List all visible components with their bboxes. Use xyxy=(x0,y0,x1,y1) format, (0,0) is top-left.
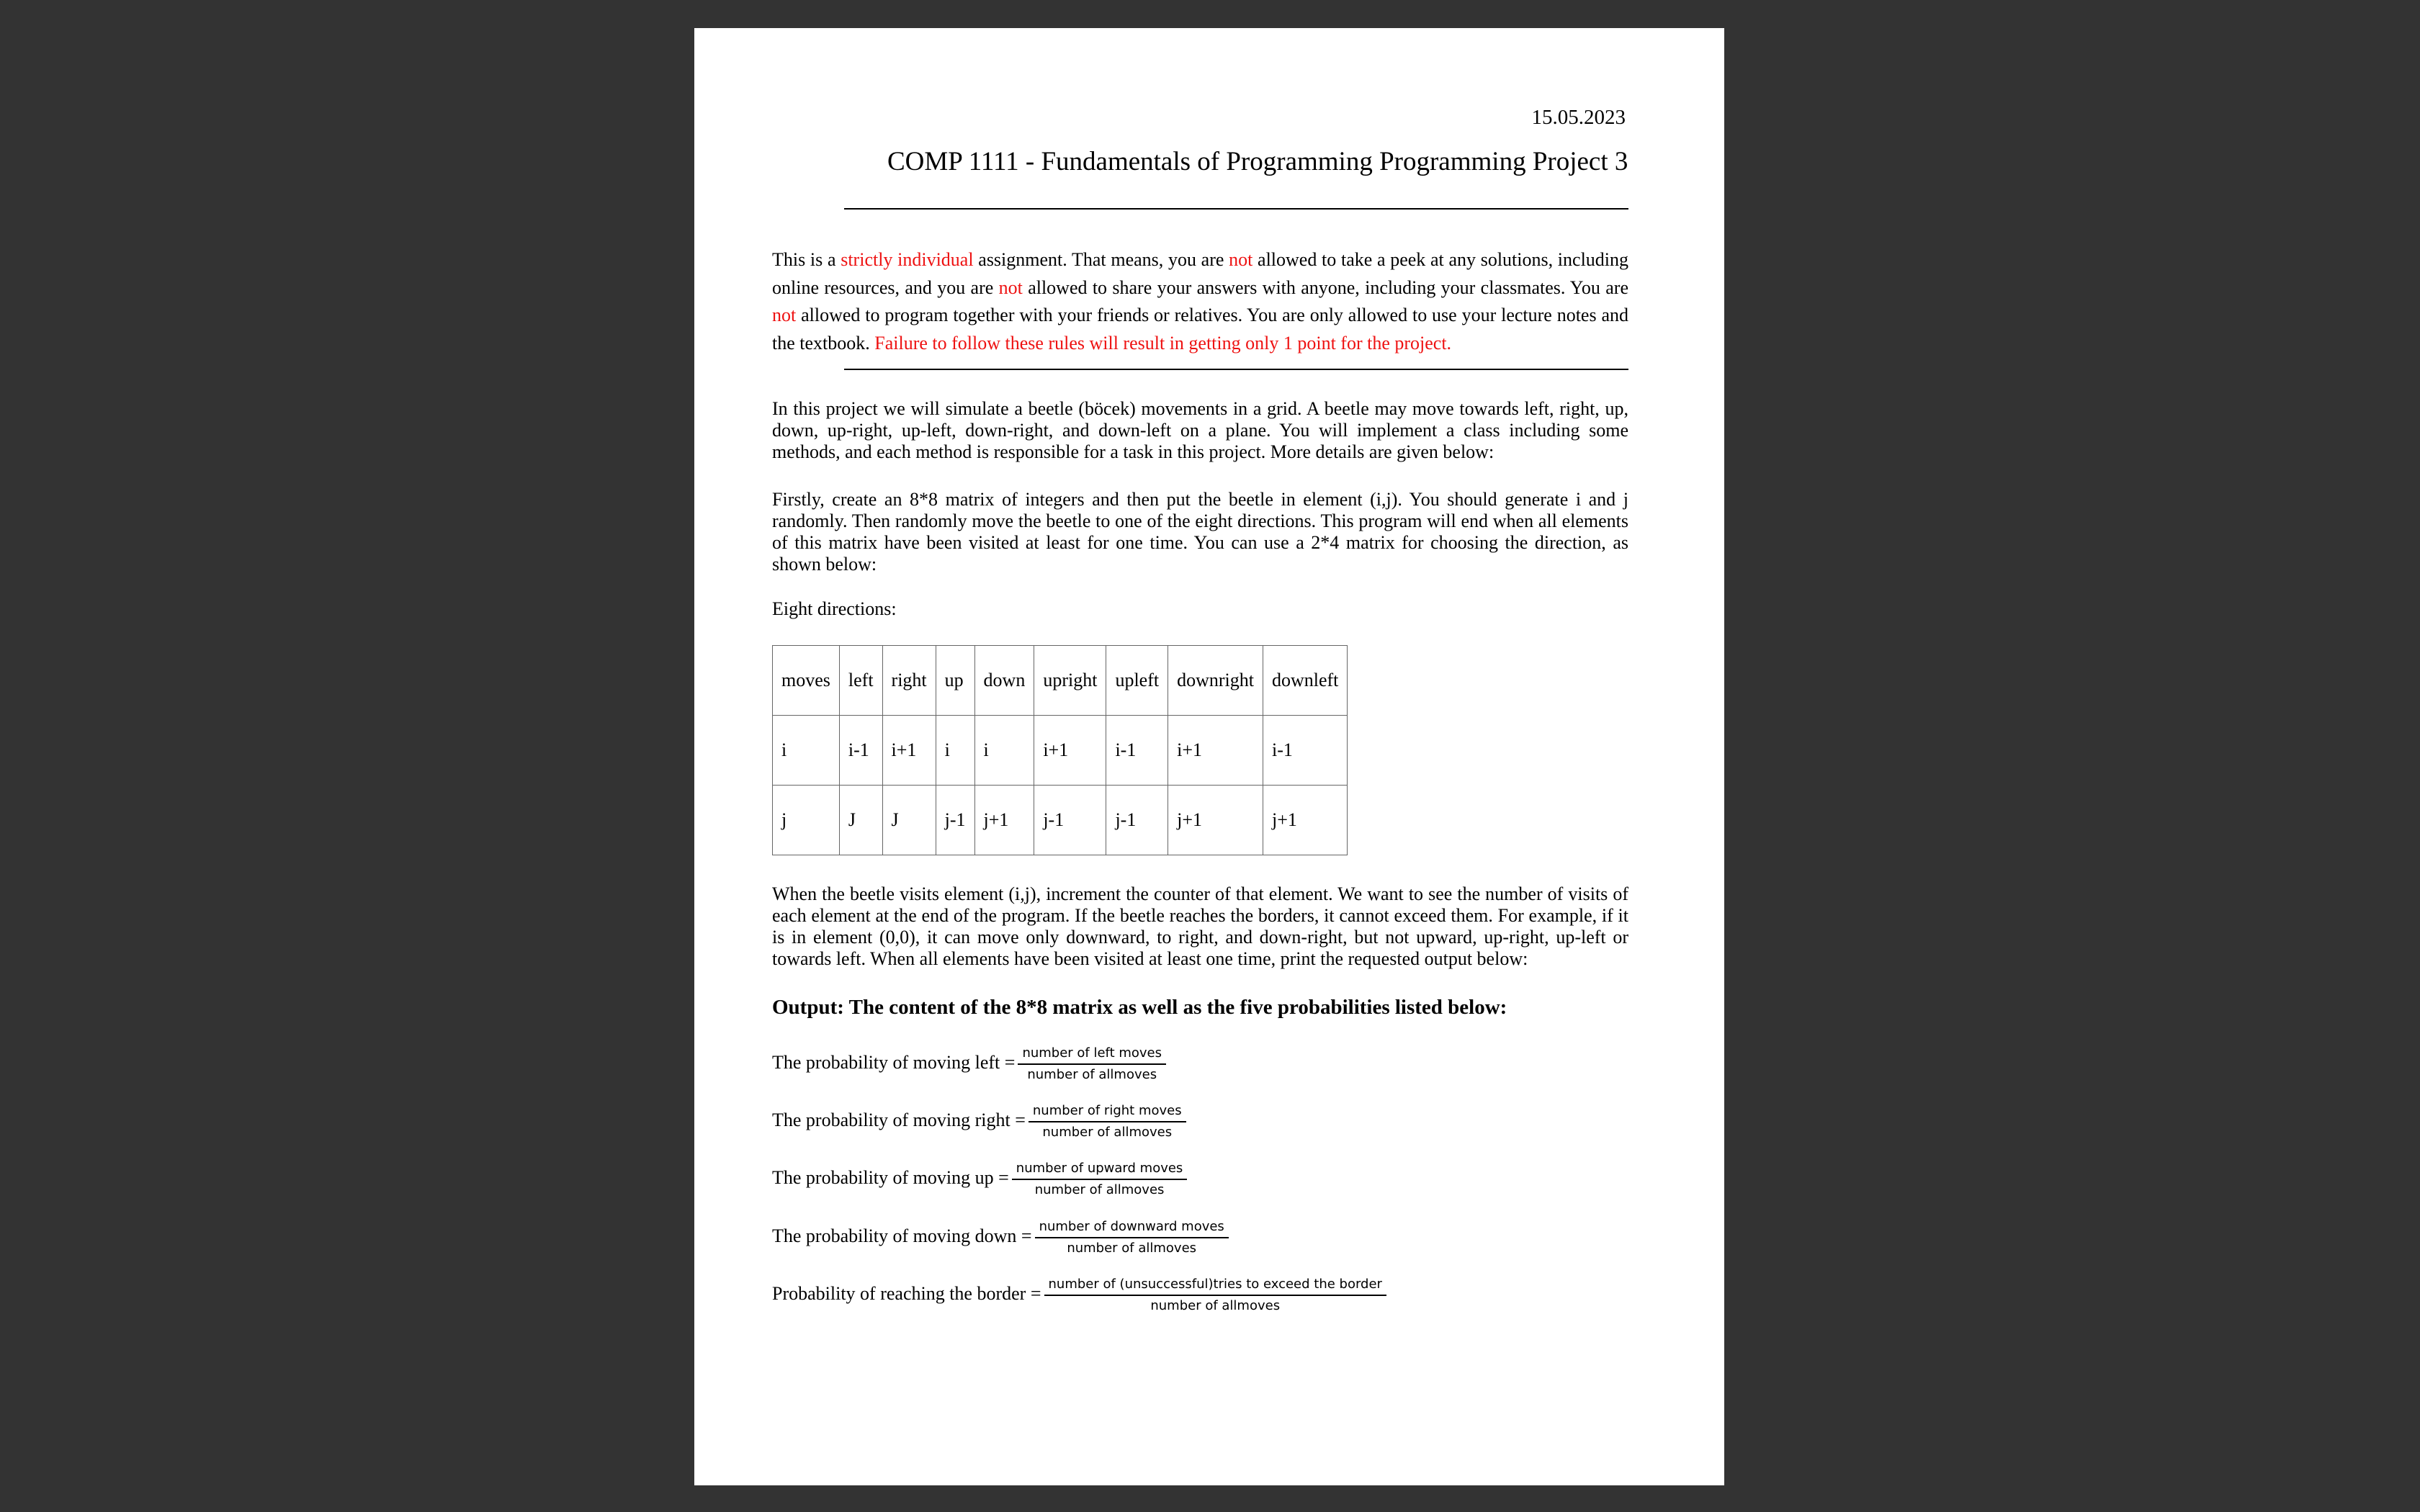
emphasis-text: strictly individual xyxy=(841,249,974,270)
table-cell: j-1 xyxy=(1106,786,1168,855)
document-title: COMP 1111 - Fundamentals of Programming Programming Project 3 xyxy=(887,147,1628,176)
formula-down xyxy=(772,1217,1229,1256)
formula-label: The probability of moving down = xyxy=(772,1225,1032,1246)
top-divider xyxy=(844,208,1628,210)
rules-warning-paragraph xyxy=(772,246,1628,357)
table-cell: i+1 xyxy=(882,716,936,786)
formula-label: Probability of reaching the border = xyxy=(772,1283,1041,1304)
table-cell: j+1 xyxy=(1168,786,1263,855)
warning-text: allowed to take a peek at any solutions, including online resources, and you are xyxy=(772,249,1629,298)
fraction-numerator: number of (unsuccessful)tries to exceed the border xyxy=(1044,1276,1386,1296)
emphasis-text: not xyxy=(772,305,797,325)
table-cell: downright xyxy=(1168,646,1263,716)
table-cell: upleft xyxy=(1106,646,1168,716)
formula-label: The probability of moving up = xyxy=(772,1167,1009,1188)
fraction-denominator: number of allmoves xyxy=(1067,1241,1197,1256)
emphasis-text: not xyxy=(998,276,1023,298)
formula-left xyxy=(772,1043,1166,1082)
table-cell: j+1 xyxy=(1263,786,1347,855)
fraction-numerator: number of upward moves xyxy=(1012,1160,1188,1180)
formula-label: The probability of moving right = xyxy=(772,1110,1026,1130)
directions-table xyxy=(772,645,1348,855)
table-cell: upright xyxy=(1034,646,1106,716)
table-cell: i xyxy=(936,716,974,786)
table-cell: right xyxy=(882,646,936,716)
table-cell: i xyxy=(773,716,840,786)
instructions-paragraph: Firstly, create an 8*8 matrix of integers and then put the beetle in element (i,j). You should generate i and j randomly. Then randomly move the beetle to one of the eight directions. This program will end when all elements of this matrix have been visited at least for one time. You can use a 2*4 matrix for choosing the direction, as shown below: xyxy=(772,489,1628,575)
warning-text: allowed to share your answers with anyone, including your classmates. You are xyxy=(1022,276,1628,298)
emphasis-text: not xyxy=(1229,249,1253,270)
table-row xyxy=(773,646,1348,716)
table-cell: moves xyxy=(773,646,840,716)
formula-fraction xyxy=(1028,1102,1186,1141)
table-cell: j xyxy=(773,786,840,855)
table-cell: j+1 xyxy=(974,786,1034,855)
emphasis-text: Failure to follow these rules will result in getting only 1 point for the project. xyxy=(874,332,1452,354)
intro-paragraph: In this project we will simulate a beetle (böcek) movements in a grid. A beetle may move towards left, right, up, down, up-right, up-left, down-right, and down-left on a plane. You will implement a class including some methods, and each method is responsible for a task in this project. More details are given below: xyxy=(772,398,1628,462)
formula-fraction xyxy=(1035,1218,1229,1257)
formula-label: The probability of moving left = xyxy=(772,1052,1016,1073)
warning-text: allowed to program together with your friends or relatives. You are only allowed to use your lecture notes and the textbook. xyxy=(772,305,1628,354)
fraction-denominator: number of allmoves xyxy=(1027,1067,1157,1082)
formula-fraction xyxy=(1012,1160,1188,1199)
formula-fraction xyxy=(1018,1045,1166,1084)
formula-up xyxy=(772,1158,1187,1197)
table-cell: J xyxy=(882,786,936,855)
formula-border xyxy=(772,1274,1386,1313)
directions-label: Eight directions: xyxy=(772,598,897,619)
table-cell: i+1 xyxy=(1168,716,1263,786)
fraction-numerator: number of downward moves xyxy=(1035,1218,1229,1238)
warning-text: This is a xyxy=(772,249,841,270)
fraction-denominator: number of allmoves xyxy=(1150,1298,1281,1313)
table-row xyxy=(773,716,1348,786)
fraction-denominator: number of allmoves xyxy=(1042,1125,1173,1140)
table-cell: J xyxy=(839,786,882,855)
table-cell: downleft xyxy=(1263,646,1347,716)
table-row xyxy=(773,786,1348,855)
table-cell: i+1 xyxy=(1034,716,1106,786)
table-cell: i-1 xyxy=(1106,716,1168,786)
document-page xyxy=(694,28,1724,1485)
visits-paragraph: When the beetle visits element (i,j), increment the counter of that element. We want to see the number of visits of each element at the end of the program. If the beetle reaches the borders, it cannot exceed them. For example, if it is in element (0,0), it can move only downward, to right, and down-right, but not upward, up-right, up-left or towards left. When all elements have been visited at least one time, print the requested output below: xyxy=(772,883,1628,969)
table-cell: j-1 xyxy=(1034,786,1106,855)
table-cell: down xyxy=(974,646,1034,716)
table-cell: i-1 xyxy=(839,716,882,786)
formula-fraction xyxy=(1044,1276,1386,1315)
fraction-denominator: number of allmoves xyxy=(1034,1182,1165,1197)
table-cell: i-1 xyxy=(1263,716,1347,786)
warning-text: assignment. That means, you are xyxy=(973,249,1229,270)
table-cell: j-1 xyxy=(936,786,974,855)
table-cell: up xyxy=(936,646,974,716)
bottom-divider xyxy=(844,369,1628,370)
fraction-numerator: number of right moves xyxy=(1028,1102,1186,1122)
table-cell: i xyxy=(974,716,1034,786)
formula-right xyxy=(772,1101,1186,1140)
document-date: 15.05.2023 xyxy=(1531,106,1626,129)
output-heading: Output: The content of the 8*8 matrix as well as the five probabilities listed below: xyxy=(772,996,1507,1019)
fraction-numerator: number of left moves xyxy=(1018,1045,1166,1065)
table-cell: left xyxy=(839,646,882,716)
